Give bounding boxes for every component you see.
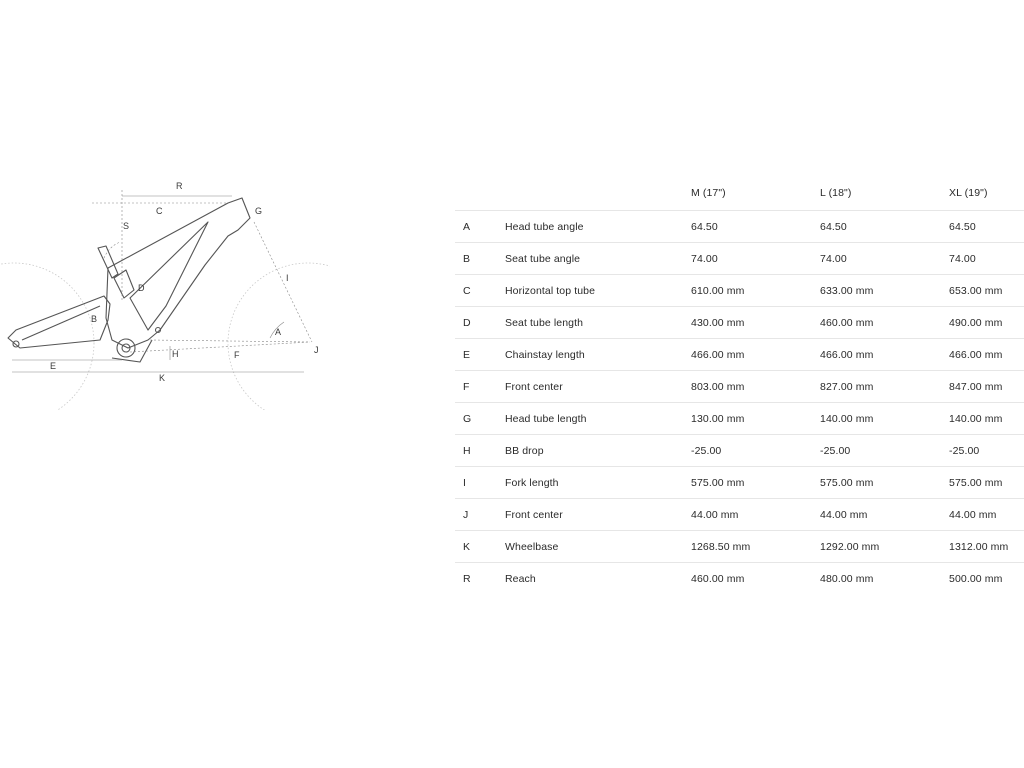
row-name: Chainstay length [505, 348, 585, 361]
row-value-l: 64.50 [820, 220, 847, 233]
row-code: B [463, 252, 471, 265]
label-D: D [138, 283, 145, 293]
label-S: S [123, 221, 130, 231]
label-I: I [286, 273, 289, 283]
row-code: C [463, 284, 471, 297]
row-value-xl: -25.00 [949, 444, 980, 457]
row-value-xl: 847.00 mm [949, 380, 1003, 393]
row-name: Wheelbase [505, 540, 559, 553]
label-G: G [255, 206, 263, 216]
table-row [455, 563, 1024, 594]
label-R: R [176, 181, 183, 191]
header-size-m: M (17") [691, 187, 726, 199]
label-C: C [156, 206, 163, 216]
row-code: K [463, 540, 471, 553]
table-row [455, 339, 1024, 371]
table-row [455, 371, 1024, 403]
row-value-xl: 653.00 mm [949, 284, 1003, 297]
table-row [455, 211, 1024, 243]
row-value-l: 140.00 mm [820, 412, 874, 425]
row-value-l: -25.00 [820, 444, 851, 457]
row-value-m: 430.00 mm [691, 316, 745, 329]
row-code: G [463, 412, 472, 425]
row-value-xl: 44.00 mm [949, 508, 997, 521]
bike-geometry-diagram [0, 170, 330, 410]
row-value-m: 460.00 mm [691, 572, 745, 585]
header-size-l: L (18") [820, 187, 852, 199]
row-value-l: 633.00 mm [820, 284, 874, 297]
label-K: K [159, 373, 166, 383]
row-value-xl: 140.00 mm [949, 412, 1003, 425]
table-row [455, 499, 1024, 531]
label-A: A [275, 327, 282, 337]
row-code: I [463, 476, 467, 489]
rear-wheel [0, 263, 94, 410]
row-name: Head tube angle [505, 220, 584, 233]
table-header [455, 176, 1024, 211]
row-value-l: 460.00 mm [820, 316, 874, 329]
table-row [455, 531, 1024, 563]
row-value-l: 466.00 mm [820, 348, 874, 361]
row-value-l: 575.00 mm [820, 476, 874, 489]
label-B: B [91, 314, 98, 324]
geometry-table [455, 176, 1024, 594]
table-row [455, 467, 1024, 499]
table-row [455, 403, 1024, 435]
row-value-m: 610.00 mm [691, 284, 745, 297]
table-row [455, 307, 1024, 339]
label-F: F [234, 350, 240, 360]
row-name: Head tube length [505, 412, 587, 425]
row-code: J [463, 508, 469, 521]
row-name: Seat tube length [505, 316, 584, 329]
table-body [455, 211, 1024, 594]
row-value-m: 44.00 mm [691, 508, 739, 521]
row-name: Front center [505, 508, 563, 521]
row-name: BB drop [505, 444, 544, 457]
row-value-l: 480.00 mm [820, 572, 874, 585]
row-value-m: 466.00 mm [691, 348, 745, 361]
row-value-l: 827.00 mm [820, 380, 874, 393]
row-code: R [463, 572, 471, 585]
row-value-xl: 1312.00 mm [949, 540, 1009, 553]
row-value-m: 1268.50 mm [691, 540, 751, 553]
row-value-m: 130.00 mm [691, 412, 745, 425]
row-code: F [463, 380, 470, 393]
row-value-xl: 64.50 [949, 220, 976, 233]
row-value-xl: 466.00 mm [949, 348, 1003, 361]
label-E: E [50, 361, 57, 371]
row-name: Horizontal top tube [505, 284, 596, 297]
table-row [455, 435, 1024, 467]
row-value-m: 803.00 mm [691, 380, 745, 393]
row-name: Seat tube angle [505, 252, 581, 265]
row-code: A [463, 220, 471, 233]
row-value-l: 44.00 mm [820, 508, 868, 521]
row-value-m: 74.00 [691, 252, 718, 265]
row-value-xl: 74.00 [949, 252, 976, 265]
row-name: Front center [505, 380, 563, 393]
row-value-xl: 490.00 mm [949, 316, 1003, 329]
row-code: D [463, 316, 471, 329]
label-J: J [314, 345, 319, 355]
table-row [455, 275, 1024, 307]
label-H: H [172, 349, 179, 359]
row-value-m: -25.00 [691, 444, 722, 457]
row-value-l: 1292.00 mm [820, 540, 880, 553]
row-value-l: 74.00 [820, 252, 847, 265]
row-value-xl: 575.00 mm [949, 476, 1003, 489]
row-value-xl: 500.00 mm [949, 572, 1003, 585]
row-name: Fork length [505, 476, 559, 489]
row-code: E [463, 348, 471, 361]
row-code: H [463, 444, 471, 457]
header-size-xl: XL (19") [949, 187, 988, 199]
table-row [455, 243, 1024, 275]
row-name: Reach [505, 572, 536, 585]
row-value-m: 575.00 mm [691, 476, 745, 489]
row-value-m: 64.50 [691, 220, 718, 233]
